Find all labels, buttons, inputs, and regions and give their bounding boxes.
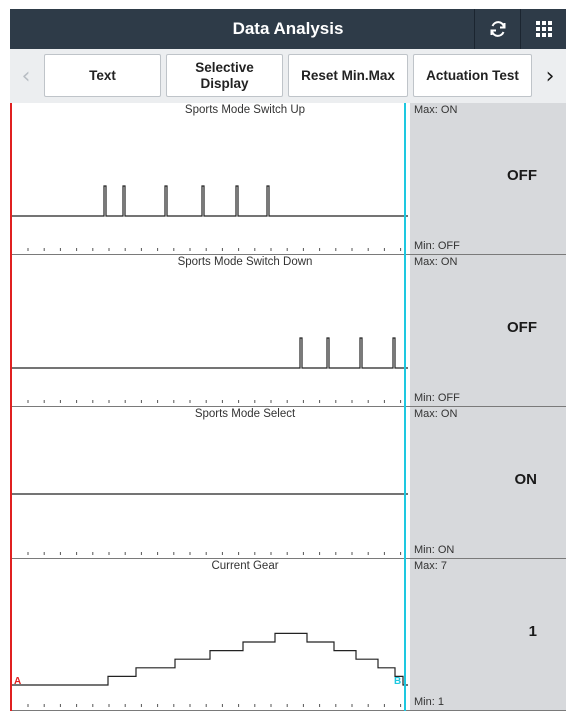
min-label: Min: ON — [414, 544, 455, 556]
value-panel — [410, 407, 566, 558]
graph-plot[interactable] — [10, 559, 410, 710]
trace-chart — [10, 103, 410, 254]
max-label: Max: ON — [414, 104, 458, 116]
actuation-test-button[interactable]: Actuation Test — [413, 54, 532, 97]
grid-menu-button[interactable] — [520, 9, 567, 49]
trace-chart — [10, 407, 410, 558]
graph-panel-sports-mode-switch-up — [10, 103, 566, 255]
graph-title: Current Gear — [211, 560, 279, 572]
cursor-a-marker[interactable]: A — [14, 676, 22, 687]
min-label: Min: OFF — [414, 240, 460, 252]
max-label: Max: ON — [414, 256, 458, 268]
signal-trace — [12, 338, 408, 368]
cursor-b-line[interactable] — [404, 103, 406, 711]
signal-trace — [12, 633, 408, 685]
current-value: OFF — [507, 319, 537, 336]
graph-title: Sports Mode Switch Up — [184, 104, 306, 116]
trace-chart — [10, 255, 410, 406]
graph-panel-sports-mode-switch-down — [10, 255, 566, 407]
graph-panel-current-gear — [10, 559, 566, 711]
value-panel — [410, 255, 566, 406]
cursor-a-line[interactable] — [10, 103, 12, 711]
selective-display-label: Selective Display — [195, 59, 254, 91]
grid-menu-icon — [535, 20, 553, 38]
scroll-right-button[interactable]: › — [545, 63, 555, 89]
selective-display-button[interactable] — [166, 54, 283, 97]
max-label: Max: ON — [414, 408, 458, 420]
scroll-left-button[interactable]: ‹ — [21, 63, 31, 89]
min-label: Min: OFF — [414, 392, 460, 404]
header-bar — [10, 9, 566, 49]
graph-plot[interactable] — [10, 103, 410, 254]
graph-panel-sports-mode-select — [10, 407, 566, 559]
page-title: Data Analysis — [232, 19, 344, 38]
cursor-b-marker[interactable]: B — [394, 676, 402, 687]
toolbar — [10, 49, 566, 104]
current-value: ON — [514, 471, 537, 488]
max-label: Max: 7 — [414, 560, 448, 572]
graph-plot[interactable] — [10, 255, 410, 406]
reset-min-max-button[interactable]: Reset Min.Max — [288, 54, 408, 97]
current-value: 1 — [528, 623, 537, 640]
value-panel — [410, 559, 566, 710]
graph-title: Sports Mode Switch Down — [177, 256, 313, 268]
trace-chart — [10, 559, 410, 710]
value-panel — [410, 103, 566, 254]
signal-trace — [12, 186, 408, 216]
graph-plot[interactable] — [10, 407, 410, 558]
current-value: OFF — [507, 167, 537, 184]
graph-title: Sports Mode Select — [194, 408, 296, 420]
refresh-button[interactable] — [474, 9, 521, 49]
text-button[interactable]: Text — [44, 54, 161, 97]
min-label: Min: 1 — [414, 696, 444, 708]
refresh-icon — [488, 19, 508, 39]
